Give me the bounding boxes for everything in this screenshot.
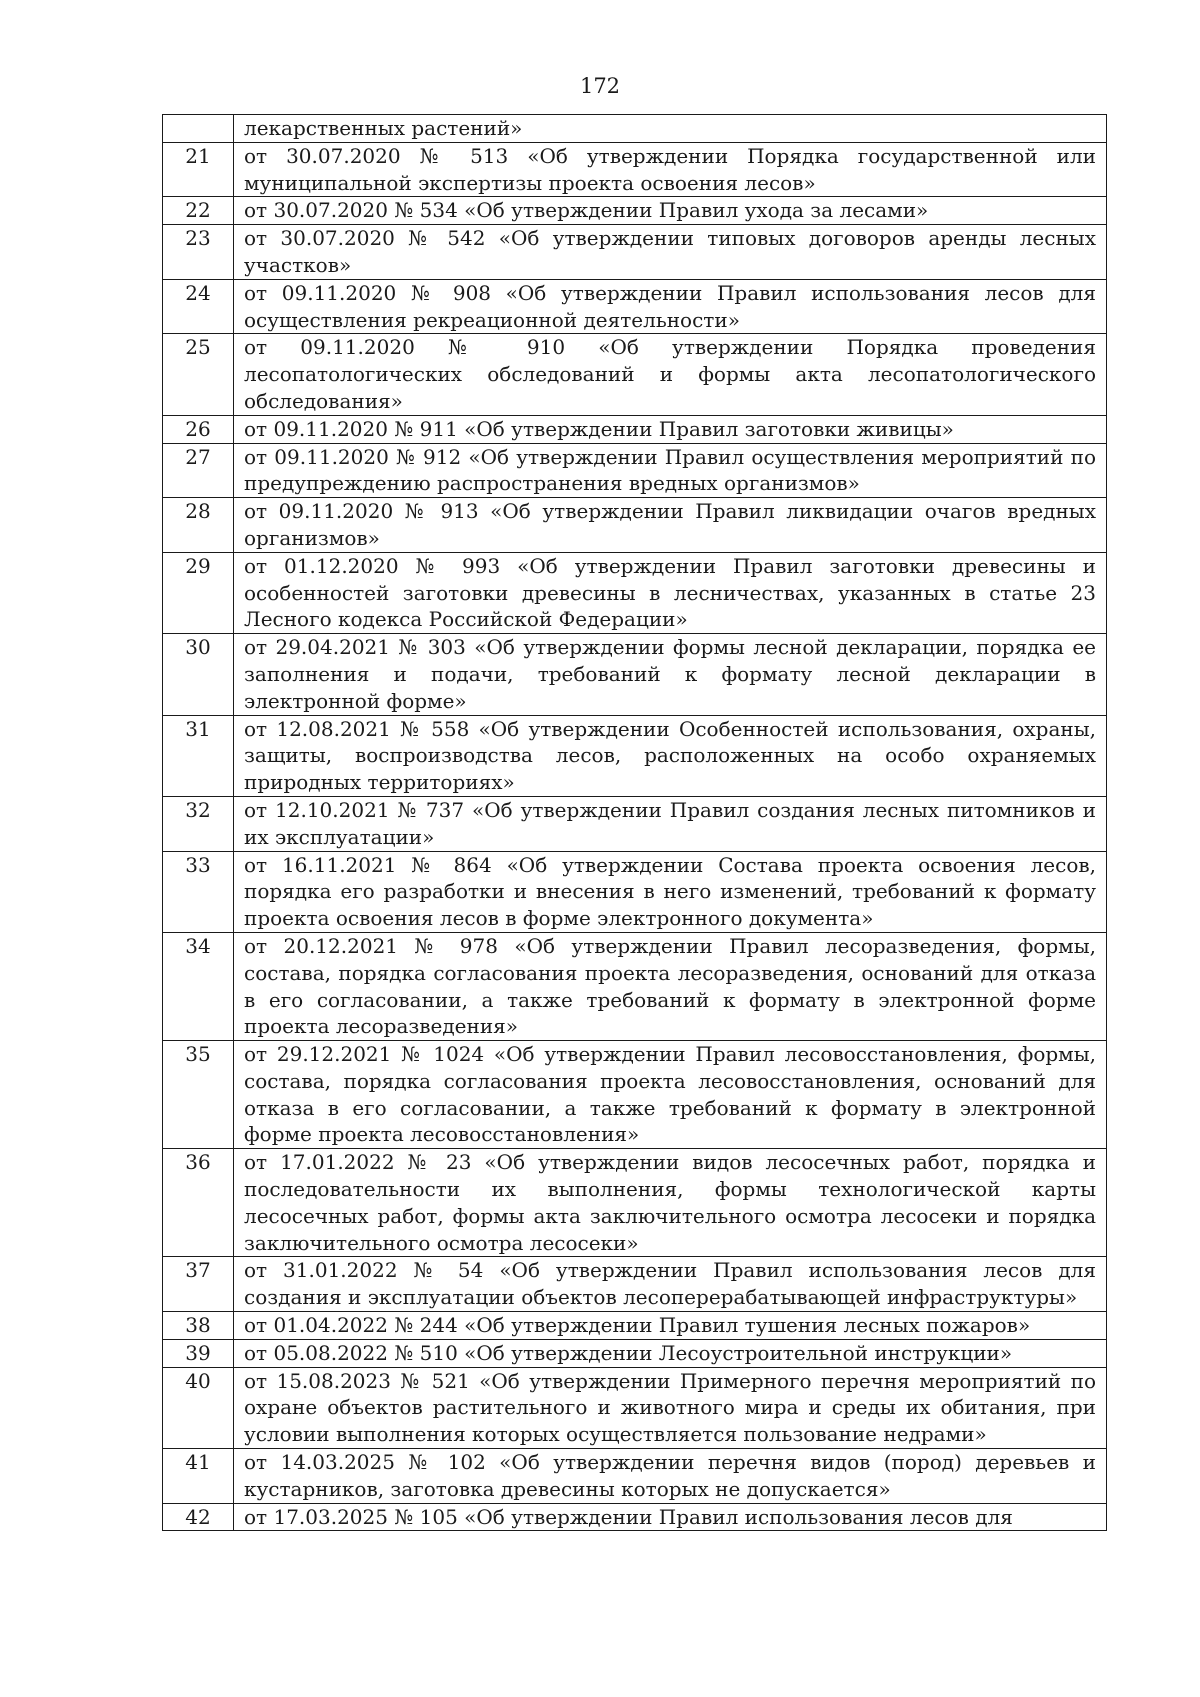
row-number: 41 [163, 1449, 234, 1504]
row-number: 42 [163, 1503, 234, 1531]
row-number: 26 [163, 415, 234, 443]
row-number: 21 [163, 142, 234, 197]
row-number: 39 [163, 1339, 234, 1367]
row-number: 27 [163, 443, 234, 498]
legal-acts-table [162, 114, 1107, 1531]
row-number: 23 [163, 225, 234, 280]
table-row [163, 1257, 1107, 1312]
table-body [163, 115, 1107, 1531]
row-number: 40 [163, 1367, 234, 1448]
row-text: от 30.07.2020 № 513 «Об утверждении Порядка государственной или муниципальной экспертизы проекта освоения лесов» [234, 142, 1107, 197]
table-row [163, 1503, 1107, 1531]
row-number: 22 [163, 197, 234, 225]
table-row [163, 1312, 1107, 1340]
table-row [163, 1149, 1107, 1257]
row-number: 24 [163, 279, 234, 334]
row-text: от 16.11.2021 № 864 «Об утверждении Состава проекта освоения лесов, порядка его разработки и внесения в него изменений, требований к формату проекта освоения лесов в форме электронного документа» [234, 851, 1107, 932]
row-number: 31 [163, 715, 234, 796]
row-text: от 09.11.2020 № 913 «Об утверждении Правил ликвидации очагов вредных организмов» [234, 498, 1107, 553]
row-number: 32 [163, 796, 234, 851]
table-row [163, 715, 1107, 796]
row-number: 33 [163, 851, 234, 932]
row-text: от 29.04.2021 № 303 «Об утверждении формы лесной декларации, порядка ее заполнения и подачи, требований к формату лесной декларации в электронной форме» [234, 634, 1107, 715]
row-text: от 17.01.2022 № 23 «Об утверждении видов лесосечных работ, порядка и последовательности их выполнения, формы технологической карты лесосечных работ, формы акта заключительного осмотра лесосеки и порядка заключительного осмотра лесосеки» [234, 1149, 1107, 1257]
row-text: от 09.11.2020 № 911 «Об утверждении Правил заготовки живицы» [234, 415, 1107, 443]
row-text: от 12.10.2021 № 737 «Об утверждении Правил создания лесных питомников и их эксплуатации» [234, 796, 1107, 851]
row-number: 38 [163, 1312, 234, 1340]
row-number: 30 [163, 634, 234, 715]
table-row [163, 279, 1107, 334]
row-text: от 09.11.2020 № 912 «Об утверждении Правил осуществления мероприятий по предупреждению распространения вредных организмов» [234, 443, 1107, 498]
row-number: 36 [163, 1149, 234, 1257]
table-row [163, 334, 1107, 415]
page-number: 172 [579, 74, 621, 98]
row-text: от 15.08.2023 № 521 «Об утверждении Примерного перечня мероприятий по охране объектов растительного и животного мира и среды их обитания, при условии выполнения которых осуществляется пользование недрами» [234, 1367, 1107, 1448]
row-text: лекарственных растений» [234, 115, 1107, 143]
table-row [163, 932, 1107, 1040]
row-text: от 17.03.2025 № 105 «Об утверждении Правил использования лесов для [234, 1503, 1107, 1531]
table-row [163, 415, 1107, 443]
row-number: 28 [163, 498, 234, 553]
row-text: от 14.03.2025 № 102 «Об утверждении перечня видов (пород) деревьев и кустарников, заготовка древесины которых не допускается» [234, 1449, 1107, 1504]
row-text: от 09.11.2020 № 908 «Об утверждении Правил использования лесов для осуществления рекреационной деятельности» [234, 279, 1107, 334]
row-text: от 05.08.2022 № 510 «Об утверждении Лесоустроительной инструкции» [234, 1339, 1107, 1367]
row-text: от 01.12.2020 № 993 «Об утверждении Правил заготовки древесины и особенностей заготовки древесины в лесничествах, указанных в статье 23 Лесного кодекса Российской Федерации» [234, 552, 1107, 633]
row-text: от 01.04.2022 № 244 «Об утверждении Правил тушения лесных пожаров» [234, 1312, 1107, 1340]
row-text: от 12.08.2021 № 558 «Об утверждении Особенностей использования, охраны, защиты, воспроизводства лесов, расположенных на особо охраняемых природных территориях» [234, 715, 1107, 796]
row-text: от 30.07.2020 № 534 «Об утверждении Правил ухода за лесами» [234, 197, 1107, 225]
table-row [163, 796, 1107, 851]
row-text: от 09.11.2020 № 910 «Об утверждении Порядка проведения лесопатологических обследований и формы акта лесопатологического обследования» [234, 334, 1107, 415]
table-row [163, 634, 1107, 715]
row-number [163, 115, 234, 143]
table-row [163, 225, 1107, 280]
table-row [163, 1367, 1107, 1448]
table-row [163, 443, 1107, 498]
row-number: 25 [163, 334, 234, 415]
table-row [163, 1339, 1107, 1367]
row-number: 34 [163, 932, 234, 1040]
table-row [163, 498, 1107, 553]
table-row [163, 552, 1107, 633]
row-text: от 20.12.2021 № 978 «Об утверждении Правил лесоразведения, формы, состава, порядка согласования проекта лесоразведения, оснований для отказа в его согласовании, а также требований к формату в электронной форме проекта лесоразведения» [234, 932, 1107, 1040]
row-text: от 30.07.2020 № 542 «Об утверждении типовых договоров аренды лесных участков» [234, 225, 1107, 280]
table-row [163, 1449, 1107, 1504]
row-number: 35 [163, 1041, 234, 1149]
table-row [163, 1041, 1107, 1149]
table-row [163, 197, 1107, 225]
row-number: 29 [163, 552, 234, 633]
table-row [163, 142, 1107, 197]
row-number: 37 [163, 1257, 234, 1312]
row-text: от 29.12.2021 № 1024 «Об утверждении Правил лесовосстановления, формы, состава, порядка согласования проекта лесовосстановления, оснований для отказа в его согласовании, а также требований к формату в электронной форме проекта лесовосстановления» [234, 1041, 1107, 1149]
table-row [163, 115, 1107, 143]
row-text: от 31.01.2022 № 54 «Об утверждении Правил использования лесов для создания и эксплуатации объектов лесоперерабатывающей инфраструктуры» [234, 1257, 1107, 1312]
table-row [163, 851, 1107, 932]
